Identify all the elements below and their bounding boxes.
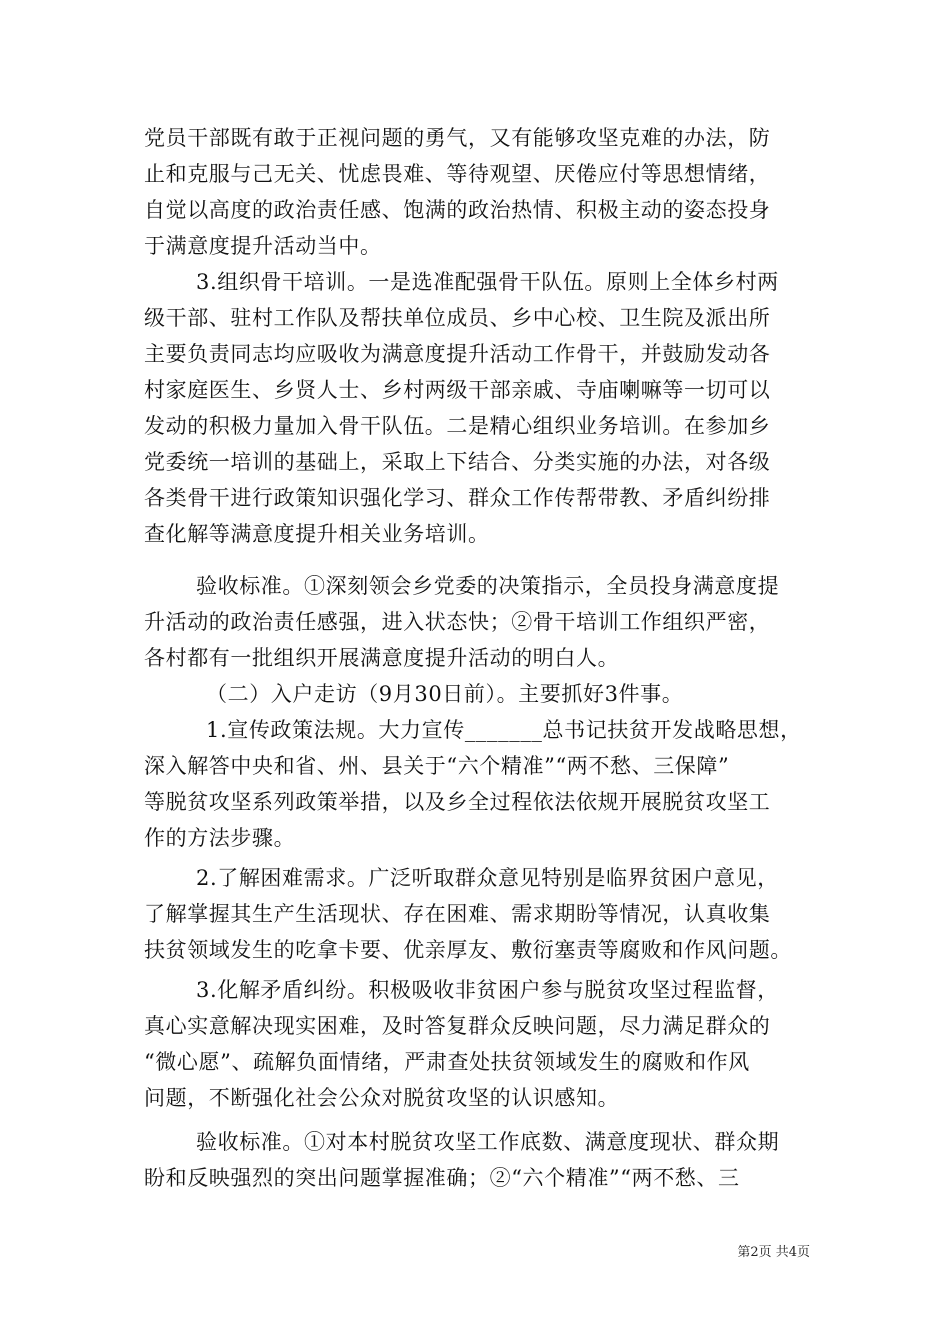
paragraph-start-line: 3.化解矛盾纠纷。积极吸收非贫困户参与脱贫攻坚过程监督， — [196, 978, 779, 1002]
text-line: 问题，不断强化社会公众对脱贫攻坚的认识感知。 — [144, 1086, 620, 1110]
text-line: 真心实意解决现实困难，及时答复群众反映问题，尽力满足群众的 — [144, 1014, 771, 1038]
page-number: 第2页 共4页 — [737, 1245, 810, 1260]
text-line: 于满意度提升活动当中。 — [144, 234, 382, 258]
text-line: 扶贫领域发生的吃拿卡要、优亲厚友、敷衍塞责等腐败和作风问题。 — [144, 938, 792, 962]
section-heading: （二）入户走访（9月30日前）。主要抓好3件事。 — [206, 682, 684, 706]
text-line: 各村都有一批组织开展满意度提升活动的明白人。 — [144, 646, 620, 670]
text-line: 止和克服与己无关、忧虑畏难、等待观望、厌倦应付等思想情绪， — [144, 162, 771, 186]
text-line: 级干部、驻村工作队及帮扶单位成员、乡中心校、卫生院及派出所 — [144, 306, 771, 330]
text-line: 党委统一培训的基础上，采取上下结合、分类实施的办法，对各级 — [144, 450, 771, 474]
text-line: 作的方法步骤。 — [144, 826, 296, 850]
paragraph-start-line: 1.宣传政策法规。大力宣传_______总书记扶贫开发战略思想， — [206, 718, 802, 742]
text-line: 各类骨干进行政策知识强化学习、群众工作传帮带教、矛盾纠纷排 — [144, 486, 771, 510]
text-line: 等脱贫攻坚系列政策举措，以及乡全过程依法依规开展脱贫攻坚工 — [144, 790, 771, 814]
text-line: 主要负责同志均应吸收为满意度提升活动工作骨干，并鼓励发动各 — [144, 342, 771, 366]
text-line: 村家庭医生、乡贤人士、乡村两级干部亲戚、寺庙喇嘛等一切可以 — [144, 378, 771, 402]
acceptance-standard-line: 验收标准。①对本村脱贫攻坚工作底数、满意度现状、群众期 — [196, 1130, 780, 1154]
text-line: 了解掌握其生产生活现状、存在困难、需求期盼等情况，认真收集 — [144, 902, 771, 926]
text-line: 自觉以高度的政治责任感、饱满的政治热情、积极主动的姿态投身 — [144, 198, 771, 222]
text-line: 发动的积极力量加入骨干队伍。二是精心组织业务培训。在参加乡 — [144, 414, 771, 438]
paragraph-start-line: 2.了解困难需求。广泛听取群众意见特别是临界贫困户意见， — [196, 866, 779, 890]
acceptance-standard-line: 验收标准。①深刻领会乡党委的决策指示，全员投身满意度提 — [196, 574, 780, 598]
text-line: 查化解等满意度提升相关业务培训。 — [144, 522, 490, 546]
paragraph-start-line: 3.组织骨干培训。一是选准配强骨干队伍。原则上全体乡村两 — [196, 270, 779, 294]
text-line: 升活动的政治责任感强，进入状态快；②骨干培训工作组织严密， — [144, 610, 771, 634]
text-line: 深入解答中央和省、州、县关于“六个精准”“两不愁、三保障” — [144, 754, 730, 778]
text-line: “微心愿”、疏解负面情绪，严肃查处扶贫领域发生的腐败和作风 — [144, 1050, 750, 1074]
text-line: 党员干部既有敢于正视问题的勇气，又有能够攻坚克难的办法，防 — [144, 126, 771, 150]
text-line: 盼和反映强烈的突出问题掌握准确；②“六个精准”“两不愁、三 — [144, 1166, 740, 1190]
